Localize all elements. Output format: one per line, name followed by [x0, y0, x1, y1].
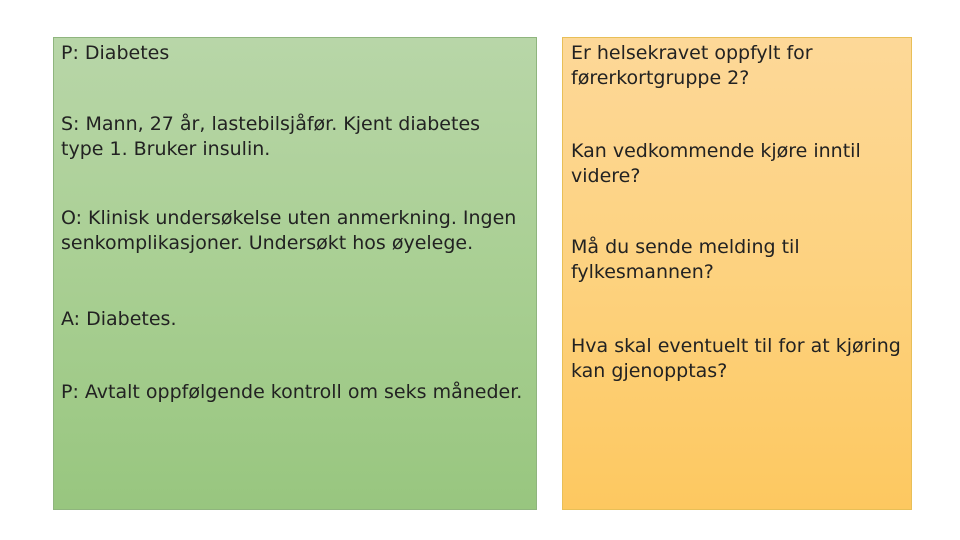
question-1: Er helsekravet oppfylt for førerkortgruppe 2? [571, 42, 813, 89]
soap-problem-line: P: Diabetes [61, 42, 170, 64]
soap-objective-line: O: Klinisk undersøkelse uten anmerkning. Ingen senkomplikasjoner. Undersøkt hos øyelege. [61, 207, 517, 254]
question-3: Må du sende melding til fylkesmannen? [571, 236, 800, 283]
question-4: Hva skal eventuelt til for at kjøring kan gjenopptas? [571, 335, 901, 382]
question-2: Kan vedkommende kjøre inntil videre? [571, 140, 861, 187]
case-summary-panel [53, 37, 537, 510]
soap-plan-line: P: Avtalt oppfølgende kontroll om seks måneder. [61, 381, 523, 403]
soap-assessment-line: A: Diabetes. [61, 308, 177, 330]
soap-subjective-line: S: Mann, 27 år, lastebilsjåfør. Kjent diabetes type 1. Bruker insulin. [61, 113, 481, 160]
questions-panel [562, 37, 912, 510]
